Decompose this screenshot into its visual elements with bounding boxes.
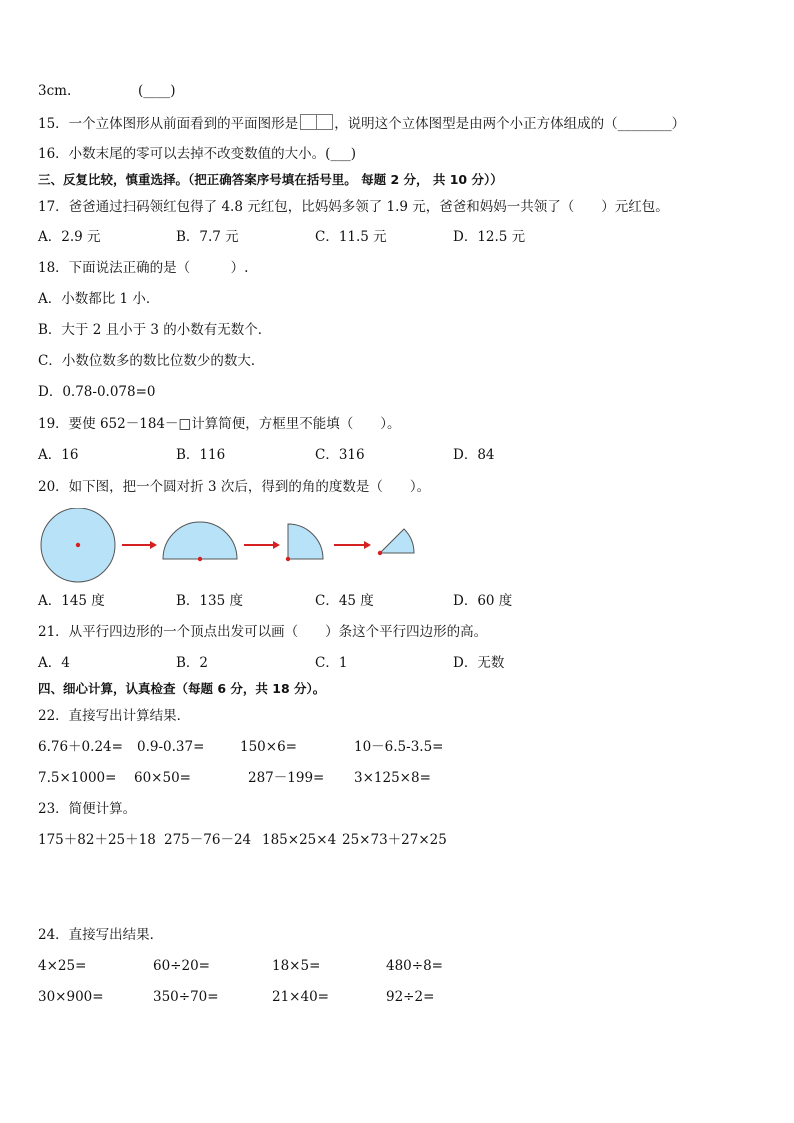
q23-item: 275－76－24 — [164, 832, 252, 848]
q18-option-a: A．小数都比 1 小． — [38, 291, 160, 307]
eighth-circle — [380, 529, 414, 553]
q21-option-b: B．2 — [176, 655, 209, 671]
q22-item: 3×125×8= — [354, 770, 431, 786]
arrow-1-icon — [122, 541, 157, 549]
q20-option-b: B．135 度 — [176, 593, 243, 609]
q23-item: 175＋82＋25＋18 — [38, 832, 156, 848]
q22-stem: 22．直接写出计算结果． — [38, 708, 191, 724]
q15-stem-before: 15．一个立体图形从前面看到的平面图形是 — [38, 116, 299, 132]
q19-option-c: C．316 — [315, 447, 365, 463]
q18-stem: 18．下面说法正确的是（ ）. — [38, 260, 249, 276]
q15 — [38, 114, 685, 135]
q19-option-d: D．84 — [453, 447, 495, 463]
q23-stem: 23．简便计算。 — [38, 801, 137, 817]
q22-item: 7.5×1000= — [38, 770, 117, 786]
q23-item: 25×73＋27×25 — [342, 832, 447, 848]
q19-option-a: A．16 — [38, 447, 79, 463]
q17-option-a: A．2.9 元 — [38, 229, 101, 245]
q18-option-d: D．0.78-0.078=0 — [38, 384, 156, 400]
q14-tail-text: 3cm. — [38, 83, 72, 99]
q21-option-a: A．4 — [38, 655, 70, 671]
q24-item: 4×25= — [38, 958, 87, 974]
folding-diagram — [38, 508, 438, 584]
q18-option-b: B．大于 2 且小于 3 的小数有无数个． — [38, 322, 272, 338]
q14-blank: (____) — [138, 83, 176, 99]
q22-item: 287－199= — [248, 770, 325, 786]
q24-item: 30×900= — [38, 989, 104, 1005]
q20-stem: 20．如下图，把一个圆对折 3 次后，得到的角的度数是（ ）。 — [38, 479, 431, 495]
q22-item: 60×50= — [134, 770, 191, 786]
q21-option-c: C．1 — [315, 655, 348, 671]
section-3-heading: 三、反复比较，慎重选择。（把正确答案序号填在括号里。 每题 2 分， 共 10 分）） — [38, 172, 503, 187]
q22-item: 10－6.5-3.5= — [354, 739, 444, 755]
q22-item: 150×6= — [240, 739, 297, 755]
q18-option-c: C．小数位数多的数比位数少的数大． — [38, 353, 265, 369]
q19-option-b: B．116 — [176, 447, 226, 463]
quarter-circle — [288, 524, 323, 559]
two-squares-figure — [300, 114, 332, 135]
q24-stem: 24．直接写出结果． — [38, 927, 164, 943]
quarter-circle-center-dot — [286, 557, 290, 561]
circle-center-dot — [76, 543, 80, 547]
arrow-2-icon — [244, 541, 280, 549]
q22-item: 6.76＋0.24= — [38, 739, 123, 755]
arrow-3-icon — [334, 541, 371, 549]
q24-item: 480÷8= — [386, 958, 443, 974]
q24-item: 92÷2= — [386, 989, 435, 1005]
q17-option-b: B．7.7 元 — [176, 229, 239, 245]
q22-item: 0.9-0.37= — [137, 739, 205, 755]
q20-option-a: A．145 度 — [38, 593, 105, 609]
q24-item: 18×5= — [272, 958, 321, 974]
q20-option-d: D．60 度 — [453, 593, 513, 609]
q19-stem: 19．要使 652－184－□计算简便，方框里不能填（ ）。 — [38, 416, 401, 432]
q21-option-d: D．无数 — [453, 655, 505, 671]
q17-option-d: D．12.5 元 — [453, 229, 526, 245]
q21-stem: 21．从平行四边形的一个顶点出发可以画（ ）条这个平行四边形的高。 — [38, 624, 488, 640]
circle-folding-figure — [38, 508, 438, 588]
q16: 16．小数末尾的零可以去掉不改变数值的大小。(___) — [38, 146, 356, 162]
section-4-heading: 四、细心计算，认真检查（每题 6 分，共 18 分）。 — [38, 681, 326, 696]
q23-item: 185×25×4 — [262, 832, 337, 848]
q14-tail — [38, 82, 71, 100]
q17-option-c: C．11.5 元 — [315, 229, 387, 245]
q20-option-c: C．45 度 — [315, 593, 374, 609]
eighth-circle-center-dot — [378, 551, 382, 555]
half-circle — [163, 522, 237, 559]
q24-item: 21×40= — [272, 989, 329, 1005]
q24-item: 60÷20= — [153, 958, 210, 974]
half-circle-center-dot — [198, 557, 202, 561]
q24-item: 350÷70= — [153, 989, 219, 1005]
q17-stem: 17．爸爸通过扫码领红包得了 4.8 元红包，比妈妈多领了 1.9 元，爸爸和妈妈一共领了（ ）元红包。 — [38, 199, 669, 215]
q15-stem-after: ，说明这个立体图型是由两个小正方体组成的（________） — [334, 116, 686, 132]
